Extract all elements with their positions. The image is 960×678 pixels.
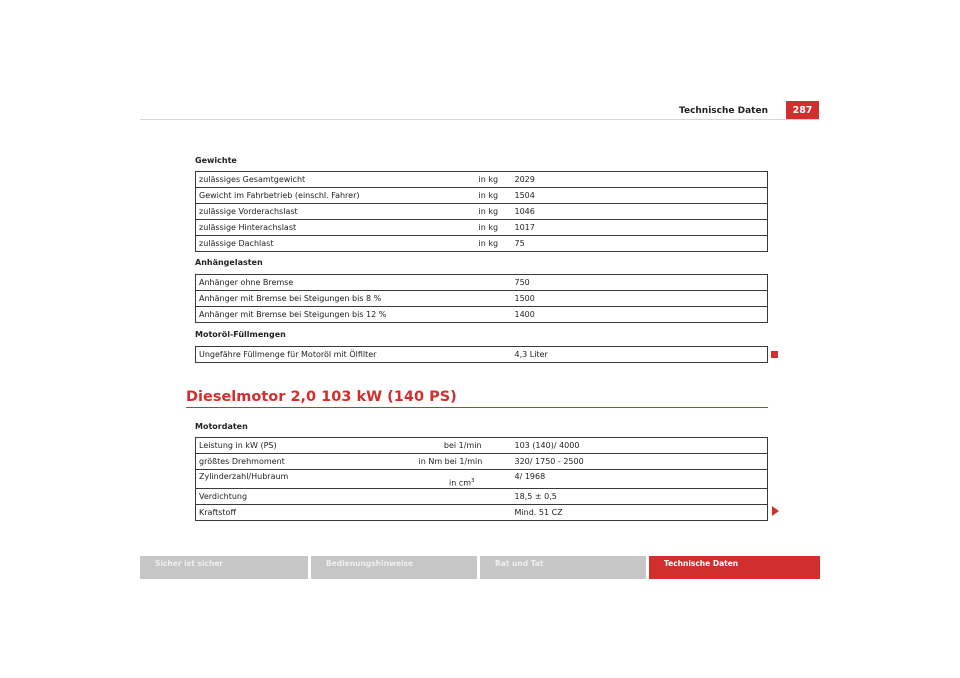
row-value: 1500 xyxy=(487,291,768,307)
table-row xyxy=(196,489,768,505)
table-row xyxy=(196,438,768,454)
row-unit xyxy=(476,347,487,363)
table-row xyxy=(196,204,768,220)
row-label: Anhänger ohne Bremse xyxy=(196,275,476,291)
section-end-marker xyxy=(771,351,778,358)
row-value: 4,3 Liter xyxy=(487,347,768,363)
row-value: 1504 xyxy=(487,188,768,204)
row-label: Verdichtung xyxy=(196,489,416,505)
unit-superscript: 3 xyxy=(471,478,475,485)
header-divider xyxy=(140,119,820,120)
table-row xyxy=(196,188,768,204)
row-unit xyxy=(476,291,487,307)
table-row xyxy=(196,236,768,252)
row-value: 103 (140)/ 4000 xyxy=(487,438,768,454)
table-row xyxy=(196,307,768,323)
row-unit xyxy=(416,505,487,521)
table-row xyxy=(196,470,768,489)
row-unit xyxy=(416,489,487,505)
row-label: Leistung in kW (PS) xyxy=(196,438,416,454)
row-label: zulässige Hinterachslast xyxy=(196,220,476,236)
row-label: Anhänger mit Bremse bei Steigungen bis 8 % xyxy=(196,291,476,307)
row-unit xyxy=(476,307,487,323)
row-label: zulässige Vorderachslast xyxy=(196,204,476,220)
trailer-loads-table xyxy=(195,274,768,323)
row-unit: bei 1/min xyxy=(416,438,487,454)
table-row xyxy=(196,291,768,307)
row-label: Ungefähre Füllmenge für Motoröl mit Ölfilter xyxy=(196,347,476,363)
row-unit: in kg xyxy=(476,204,487,220)
row-unit: in Nm bei 1/min xyxy=(416,454,487,470)
row-value: 2029 xyxy=(487,172,768,188)
table-row xyxy=(196,505,768,521)
row-value: 18,5 ± 0,5 xyxy=(487,489,768,505)
footer-tab-technische-daten[interactable]: Technische Daten xyxy=(649,556,820,579)
row-unit: in kg xyxy=(476,236,487,252)
row-unit xyxy=(476,275,487,291)
footer-tab-bedienung[interactable]: Bedienungshinweise xyxy=(311,556,477,579)
footer-tab-rat[interactable]: Rat und Tat xyxy=(480,556,646,579)
section-label-gewichte: Gewichte xyxy=(195,156,237,165)
weights-table xyxy=(195,171,768,252)
row-label: zulässiges Gesamtgewicht xyxy=(196,172,476,188)
unit-text: in cm xyxy=(448,479,471,488)
row-label: Anhänger mit Bremse bei Steigungen bis 12 % xyxy=(196,307,476,323)
row-value: 750 xyxy=(487,275,768,291)
row-unit: in kg xyxy=(476,188,487,204)
row-unit: in kg xyxy=(476,172,487,188)
engine-data-table xyxy=(195,437,768,521)
row-unit: in kg xyxy=(476,220,487,236)
continue-arrow-icon xyxy=(772,506,779,516)
heading-divider xyxy=(186,407,768,408)
row-label: Zylinderzahl/Hubraum xyxy=(196,470,416,489)
footer-tab-sicher[interactable]: Sicher ist sicher xyxy=(140,556,308,579)
row-label: zulässige Dachlast xyxy=(196,236,476,252)
row-label: Kraftstoff xyxy=(196,505,416,521)
row-value: 320/ 1750 - 2500 xyxy=(487,454,768,470)
page-number: 287 xyxy=(786,101,819,119)
row-label: größtes Drehmoment xyxy=(196,454,416,470)
table-row xyxy=(196,220,768,236)
section-label-motordaten: Motordaten xyxy=(195,422,248,431)
table-row xyxy=(196,275,768,291)
table-row xyxy=(196,172,768,188)
row-value: 1017 xyxy=(487,220,768,236)
section-heading-diesel: Dieselmotor 2,0 103 kW (140 PS) xyxy=(186,389,457,405)
table-row xyxy=(196,454,768,470)
table-row xyxy=(196,347,768,363)
row-unit xyxy=(416,470,487,489)
header-title: Technische Daten xyxy=(679,106,768,116)
row-label: Gewicht im Fahrbetrieb (einschl. Fahrer) xyxy=(196,188,476,204)
row-value: Mind. 51 CZ xyxy=(487,505,768,521)
oil-capacity-table xyxy=(195,346,768,363)
row-value: 1046 xyxy=(487,204,768,220)
section-label-motoroel: Motoröl-Füllmengen xyxy=(195,330,286,339)
row-value: 75 xyxy=(487,236,768,252)
section-label-anhaengelasten: Anhängelasten xyxy=(195,258,263,267)
row-value: 1400 xyxy=(487,307,768,323)
row-value: 4/ 1968 xyxy=(487,470,768,489)
